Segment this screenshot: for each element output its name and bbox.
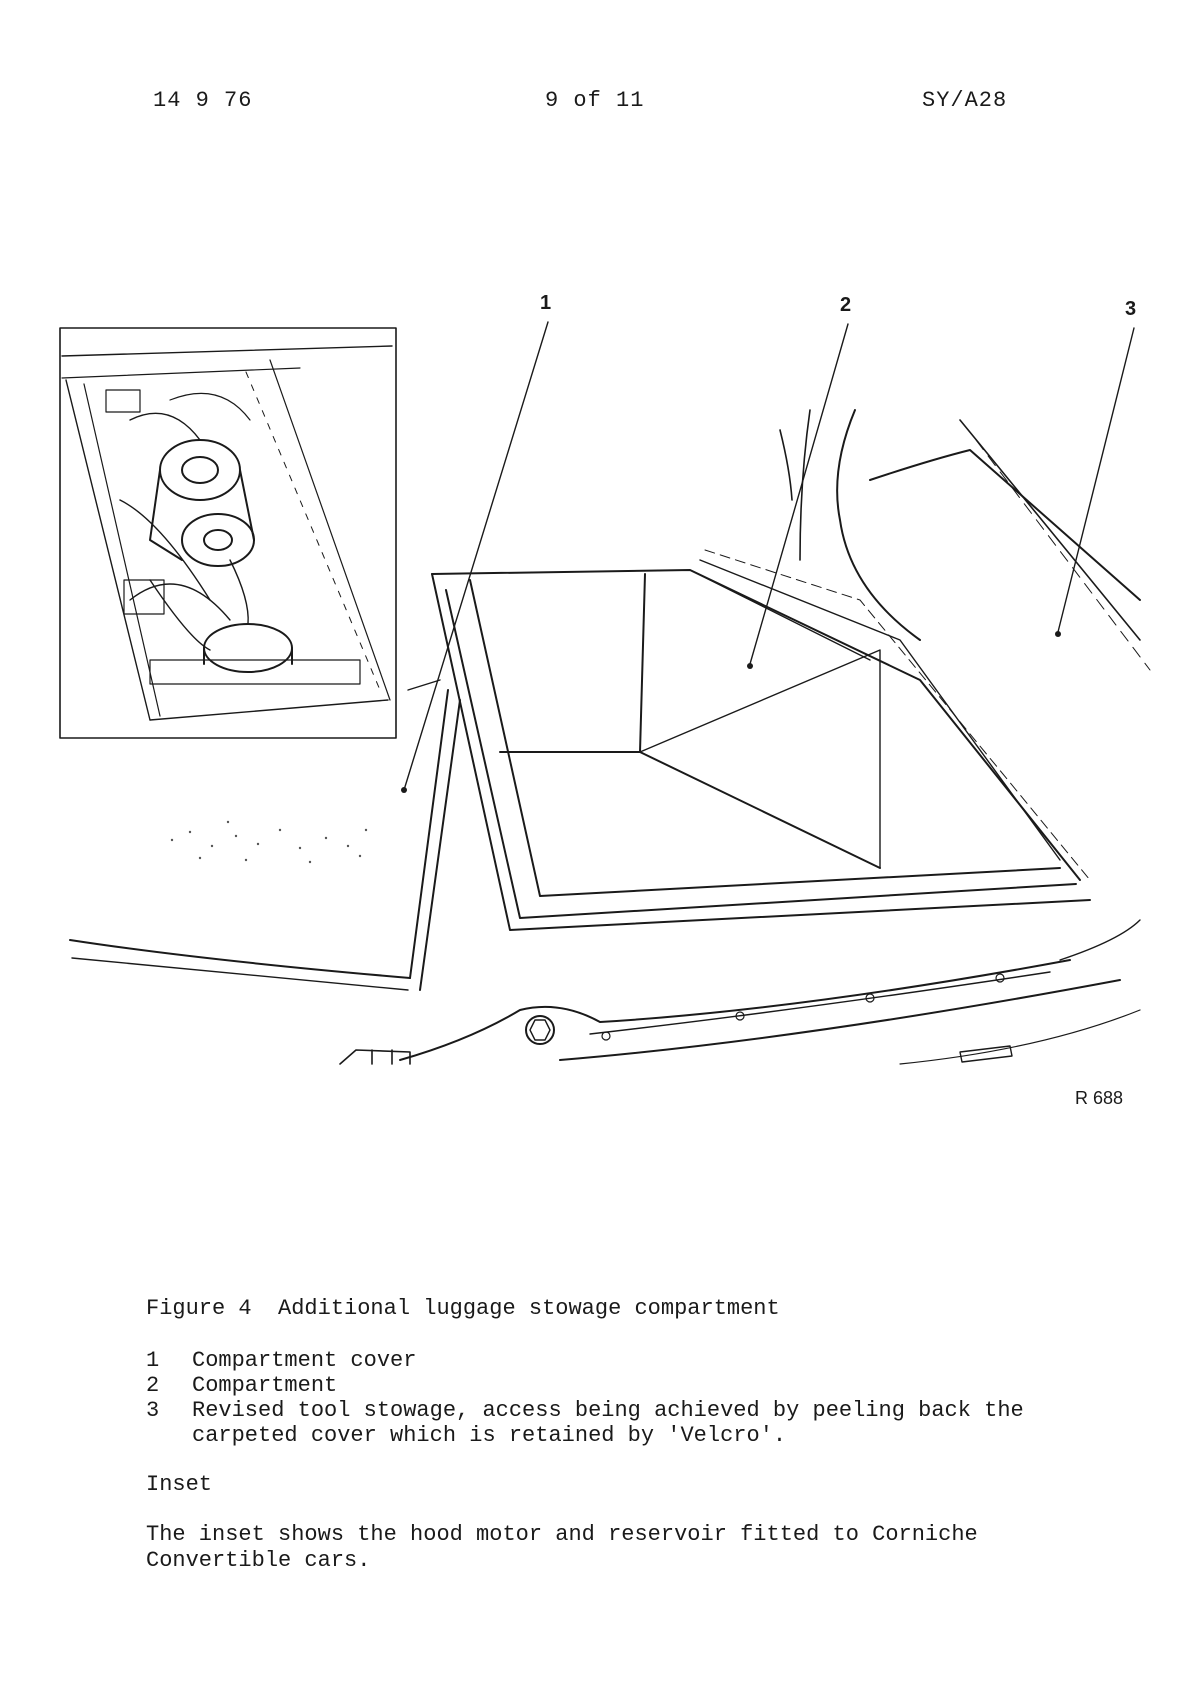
legend-item	[146, 1373, 1032, 1398]
rear-sill-drawing	[340, 920, 1140, 1064]
inset-heading: Inset	[146, 1472, 213, 1497]
header-reference: SY/A28	[922, 88, 1008, 113]
callout-leaders	[404, 322, 1134, 790]
compartment-cover-drawing	[70, 680, 460, 990]
legend-number: 3	[146, 1398, 160, 1423]
legend-item	[146, 1348, 1032, 1373]
callout-2-label: 2	[840, 294, 852, 316]
header-page-number: 9 of 11	[545, 88, 645, 113]
inset-hood-motor-drawing	[60, 328, 396, 738]
legend-number: 2	[146, 1373, 160, 1398]
legend-text: Compartment	[192, 1373, 338, 1398]
compartment-well-drawing	[432, 550, 1090, 930]
legend-text: Revised tool stowage, access being achieved by peeling back the carpeted cover which is retained by 'Velcro'.	[192, 1398, 1024, 1448]
figure-caption: Figure 4 Additional luggage stowage compartment	[146, 1296, 780, 1321]
callout-1-label: 1	[540, 292, 552, 314]
figure-legend	[146, 1348, 1032, 1448]
carpet-texture	[171, 821, 367, 863]
callout-3-label: 3	[1125, 298, 1137, 320]
header-date: 14 9 76	[153, 88, 253, 113]
figure-reference-code: R 688	[1075, 1088, 1124, 1108]
tool-stowage-drawing	[780, 410, 1150, 670]
legend-number: 1	[146, 1348, 160, 1373]
inset-description: The inset shows the hood motor and reservoir fitted to Corniche Convertible cars.	[146, 1522, 978, 1573]
legend-text: Compartment cover	[192, 1348, 417, 1373]
legend-item	[146, 1398, 1032, 1448]
